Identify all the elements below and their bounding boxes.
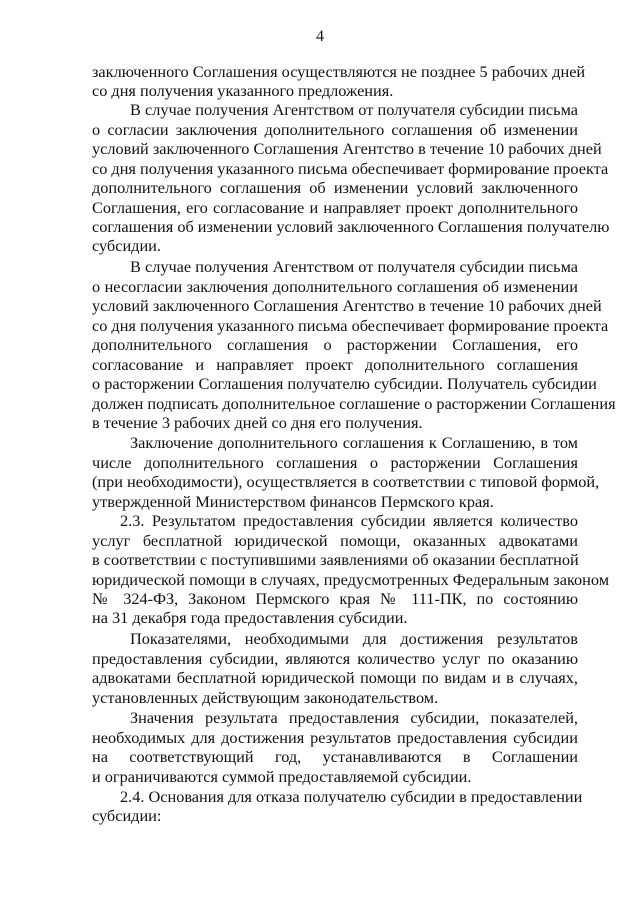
- text-line: В случае получения Агентством от получателя субсидии письма: [130, 257, 578, 276]
- text-line: необходимых для достижения результатов предоставления субсидии: [92, 728, 578, 747]
- text-line: условий заключенного Соглашения Агентство в течение 10 рабочих дней: [92, 296, 602, 315]
- text-line: о несогласии заключения дополнительного соглашения об изменении: [92, 277, 578, 296]
- text-line: (при необходимости), осуществляется в соответствии с типовой формой,: [92, 472, 600, 491]
- text-line: условий заключенного Соглашения Агентство в течение 10 рабочих дней: [92, 139, 602, 158]
- text-line: юридической помощи в случаях, предусмотренных Федеральным законом: [92, 570, 610, 589]
- text-line: субсидии:: [92, 806, 162, 825]
- text-line: 2.4. Основания для отказа получателю субсидии в предоставлении: [120, 787, 583, 806]
- text-line: в соответствии с поступившими заявлениями об оказании бесплатной: [92, 550, 579, 569]
- text-line: числе дополнительного соглашения о расторжении Соглашения: [92, 453, 578, 472]
- text-line: Заключение дополнительного соглашения к Соглашению, в том: [130, 433, 578, 452]
- text-line: Значения результата предоставления субсидии, показателей,: [130, 708, 578, 727]
- text-line: о согласии заключения дополнительного соглашения об изменении: [92, 120, 578, 139]
- text-line: на соответствующий год, устанавливаются в Соглашении: [92, 747, 578, 766]
- text-line: и ограничиваются суммой предоставляемой субсидии.: [92, 767, 472, 786]
- text-line: № 324-ФЗ, Законом Пермского края № 111-ПК, по состоянию: [92, 589, 578, 608]
- text-line: в течение 3 рабочих дней со дня его получения.: [92, 413, 423, 432]
- text-line: услуг бесплатной юридической помощи, оказанных адвокатами: [92, 531, 578, 550]
- text-line: 2.3. Результатом предоставления субсидии является количество: [120, 511, 578, 530]
- text-line: со дня получения указанного письма обеспечивает формирование проекта: [92, 159, 609, 178]
- text-line: адвокатами бесплатной юридической помощи по видам и в случаях,: [92, 668, 578, 687]
- text-line: утвержденной Министерством финансов Пермского края.: [92, 492, 494, 511]
- text-line: дополнительного соглашения о расторжении Соглашения, его: [92, 335, 578, 354]
- text-line: со дня получения указанного предложения.: [92, 81, 394, 100]
- text-line: Соглашения, его согласование и направляет проект дополнительного: [92, 198, 578, 217]
- text-line: Показателями, необходимыми для достижения результатов: [130, 629, 578, 648]
- text-line: соглашения об изменении условий заключенного Соглашения получателю: [92, 217, 610, 236]
- page-number: 4: [316, 28, 324, 45]
- text-line: В случае получения Агентством от получателя субсидии письма: [130, 100, 578, 119]
- text-line: установленных действующим законодательством.: [92, 688, 439, 707]
- text-line: согласование и направляет проект дополнительного соглашения: [92, 355, 578, 374]
- text-line: дополнительного соглашения об изменении условий заключенного: [92, 178, 578, 197]
- text-line: должен подписать дополнительное соглашение о расторжении Соглашения: [92, 394, 616, 413]
- text-line: о расторжении Соглашения получателю субсидии. Получатель субсидии: [92, 374, 597, 393]
- text-line: субсидии.: [92, 236, 161, 255]
- text-line: предоставления субсидии, являются количество услуг по оказанию: [92, 649, 578, 668]
- text-line: со дня получения указанного письма обеспечивает формирование проекта: [92, 316, 609, 335]
- text-line: на 31 декабря года предоставления субсидии.: [92, 608, 408, 627]
- text-line: заключенного Соглашения осуществляются не позднее 5 рабочих дней: [92, 62, 586, 81]
